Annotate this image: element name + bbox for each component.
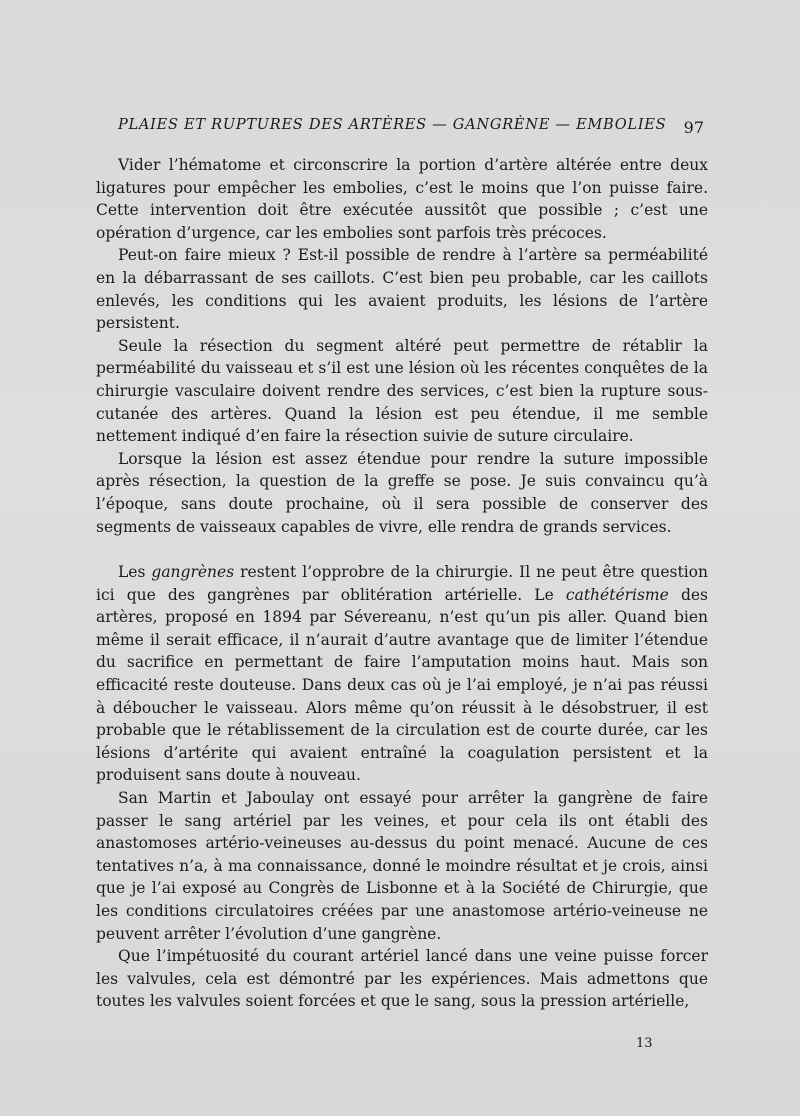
paragraph: Seule la résection du segment altéré peut permettre de rétablir la perméabilité du vaisseau et s’il est une lésion où les récentes conquêtes de la chirurgie vasculaire doivent rendre des services, c’est bien la rupture sous-cutanée des artères. Quand la lésion est peu étendue, il me semble nettement indiqué d’en faire la résection suivie de suture circulaire.	[96, 336, 708, 446]
paragraph: Lorsque la lésion est assez étendue pour rendre la suture impossible après résection, la question de la greffe se pose. Je suis convaincu qu’à l’époque, sans doute prochaine, où il sera possible de conserver des segments de vaisseaux capables de vivre, elle rendra de grands services.	[96, 449, 708, 536]
running-header	[118, 116, 704, 137]
italic-term: cathétérisme	[565, 585, 669, 604]
signature-mark: 13	[636, 1036, 653, 1051]
running-title: PLAIES ET RUPTURES DES ARTÈRES — GANGRÈNE — EMBOLIES	[118, 116, 667, 133]
page-number: 97	[683, 118, 704, 137]
paragraph: Peut-on faire mieux ? Est-il possible de rendre à l’artère sa perméabilité en la débarrassant de ses caillots. C’est bien peu probable, car les caillots enlevés, les conditions qui les avaient produits, les lésions de l’artère persistent.	[96, 246, 708, 333]
paragraph: Que l’impétuosité du courant artériel lancé dans une veine puisse forcer les valvules, cela est démontré par les expériences. Mais admettons que toutes les valvules soient forcées et que le sang, sous la pression artérielle,	[96, 947, 708, 1011]
paragraph-gangrenes: Les gangrènes restent l’opprobre de la chirurgie. Il ne peut être question ici que des gangrènes par oblitération artérielle. Le cathétérisme des artères, proposé en 1894 par Sévereanu, n’est qu’un pis aller. Quand bien même il serait efficace, il n’aurait d’autre avantage que de limiter l’étendue du sacrifice en permettant de faire l’amputation moins haut. Mais son efficacité reste douteuse. Dans deux cas où je l’ai employé, je n’ai pas réussi à déboucher le vaisseau. Alors même qu’on réussit à le désobstruer, il est probable que le rétablissement de la circulation est de courte durée, car les lésions d’artérite qui avaient entraîné la coagulation persistent et la produisent sans doute à nouveau.	[96, 563, 708, 785]
paragraph: Vider l’hématome et circonscrire la portion d’artère altérée entre deux ligatures pour empêcher les embolies, c’est le moins que l’on puisse faire. Cette intervention doit être exécutée aussitôt que possible ; c’est une opération d’urgence, car les embolies sont parfois très précoces.	[96, 156, 708, 242]
body-text	[96, 154, 708, 1013]
paragraph: San Martin et Jaboulay ont essayé pour arrêter la gangrène de faire passer le sang artériel par les veines, et pour cela ils ont établi des anastomoses artério-veineuses au-dessus du point menacé. Aucune de ces tentatives n’a, à ma connaissance, donné le moindre résultat et je crois, ainsi que je l’ai exposé au Congrès de Lisbonne et à la Société de Chirurgie, que les conditions circulatoires créées par une anastomose artério-veineuse ne peuvent arrêter l’évolution d’une gangrène.	[96, 789, 708, 943]
italic-term: gangrènes	[151, 563, 235, 582]
